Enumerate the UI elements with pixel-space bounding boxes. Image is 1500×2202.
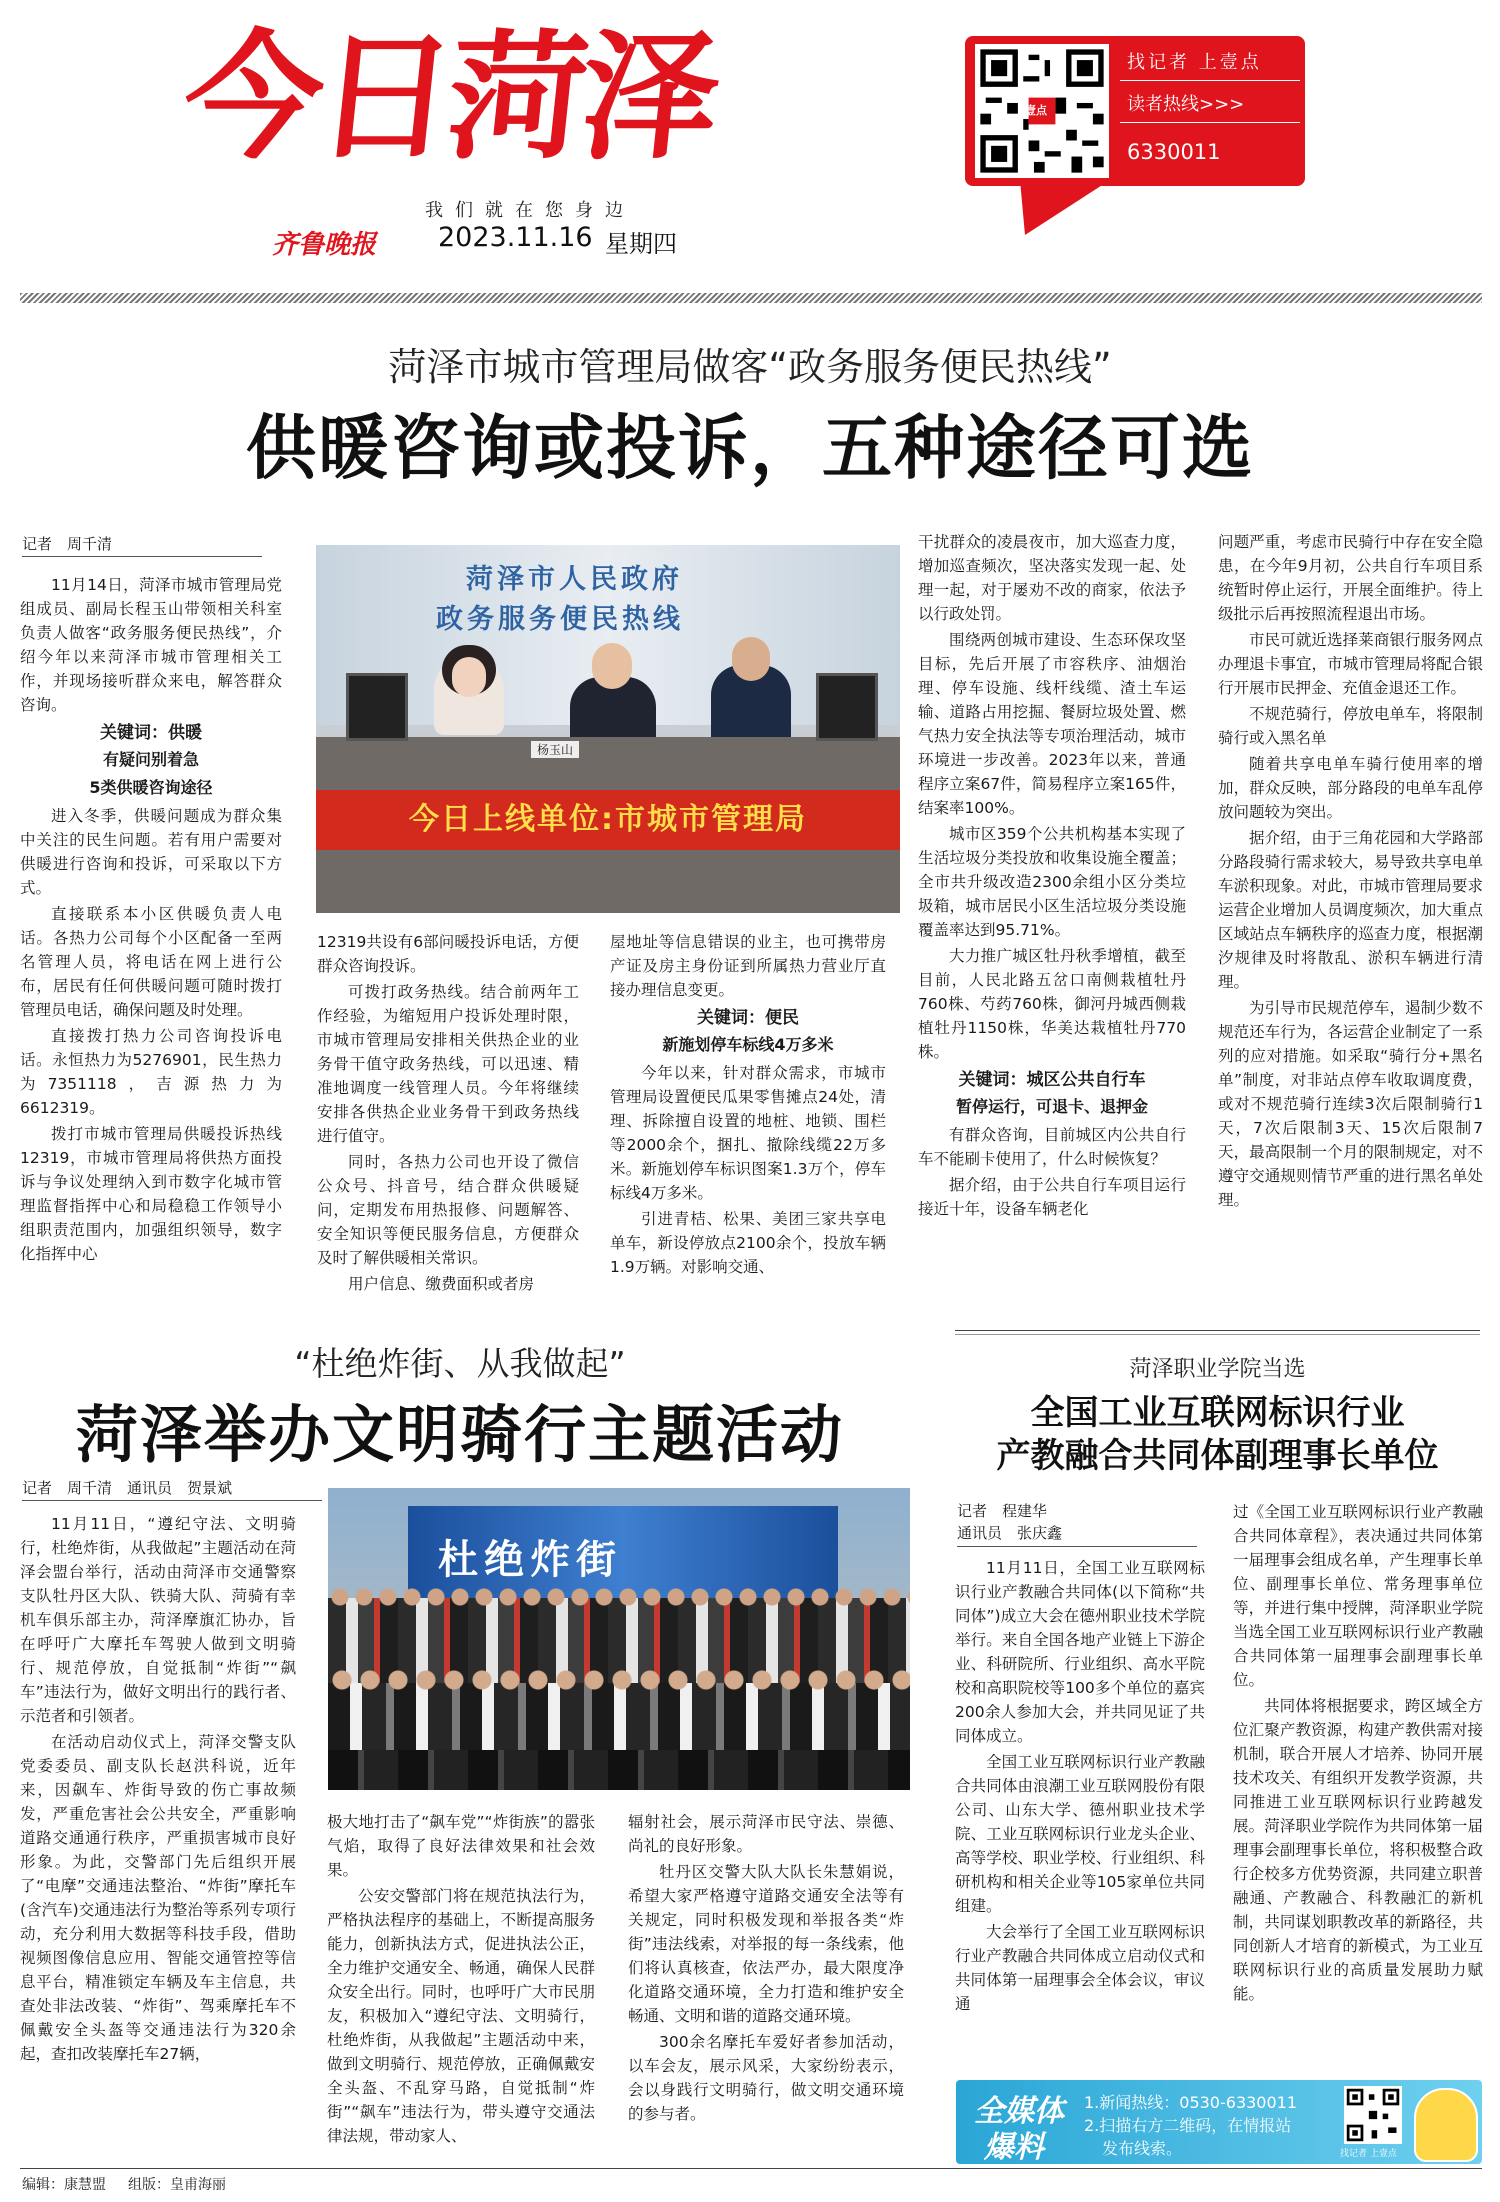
qr-code bbox=[975, 44, 1109, 178]
paragraph: 围绕两创城市建设、生态环保攻坚目标，先后开展了市容秩序、油烟治理、停车设施、线杆线缆、渣土车运输、道路占用挖掘、餐厨垃圾处置、燃气热力安全执法等专项治理活动，城市环境进一步改善。2023年以来，普通程序立案67件，简易程序立案165件，结案率100%。 bbox=[918, 631, 1186, 817]
promo-pointer bbox=[1020, 180, 1110, 240]
ad-qr-code bbox=[1344, 2086, 1402, 2144]
article3-byline-1: 记者 程建华 bbox=[957, 1502, 1048, 1520]
cycling-event-photo bbox=[328, 1488, 910, 1790]
footer-rule bbox=[20, 2168, 1482, 2169]
paragraph: 大会举行了全国工业互联网标识行业产教融合共同体成立启动仪式和共同体第一届理事会全体会议，审议通 bbox=[955, 1923, 1205, 2013]
paragraph: 在活动启动仪式上，菏泽交警支队党委委员、副支队长赵洪科说，近年来，因飙车、炸街导致的伤亡事故频发，严重危害社会公共安全，严重影响道路交通通行秩序，严重损害城市良好形象。为此，交警部门先后组织开展了“电摩”交通违法整治、“炸街”摩托车(含汽车)交通违法行为整治等系列专项行动，充分利用大数据等科技手段，借助视频图像信息应用、智能交通管控等信息平台，精准锁定车辆及车主信息，共查处非法改装、“炸街”、驾乘摩托车不佩戴安全头盔等交通违法行为320余起，查扣改装摩托车27辆， bbox=[20, 1733, 296, 2063]
paragraph: 城市区359个公共机构基本实现了生活垃圾分类投放和收集设施全覆盖；全市共升级改造2300余组小区分类垃圾箱，城市居民小区生活垃圾分类设施覆盖率达到95.71%。 bbox=[918, 825, 1186, 939]
paragraph: 300余名摩托车爱好者参加活动，以车会友，展示风采，大家纷纷表示，会以身践行文明骑行，做文明交通环境的参与者。 bbox=[628, 2033, 904, 2123]
paragraph: 今年以来，针对群众需求，市城市管理局设置便民瓜果零售摊点24处，清理、拆除擅自设置的地桩、地锁、围栏等2000余个，捆扎、撤除线缆22万多米。新施划停车标识图案1.3万个，停车标线4万多米。 bbox=[610, 1064, 886, 1202]
paragraph: 拨打市城市管理局供暖投诉热线12319，市城市管理局将供热方面投诉与争议处理纳入到市数字化城市管理监督指挥中心和局稳稳工作领导小组职责范围内，加强组织领导，数字化指挥中心 bbox=[20, 1125, 282, 1263]
issue-weekday: 星期四 bbox=[605, 230, 677, 258]
paragraph: 据介绍，由于公共自行车项目运行接近十年，设备车辆老化 bbox=[918, 1176, 1186, 1218]
crowd-heads bbox=[328, 1584, 910, 1610]
article2-col2 bbox=[327, 1810, 595, 2145]
person-left-face bbox=[452, 657, 486, 697]
byline-underline bbox=[957, 1546, 1197, 1547]
ad-title-1: 全媒体 bbox=[974, 2094, 1064, 2129]
footer-editor: 编辑：康慧盟 bbox=[22, 2177, 106, 2193]
issue-date: 2023.11.16 bbox=[438, 222, 593, 253]
keyword-subheading: 暂停运行，可退卡、退押金 bbox=[955, 1097, 1148, 1116]
paragraph: 不规范骑行，停放电单车，将限制骑行或入黑名单 bbox=[1218, 705, 1483, 747]
news-tip-ad[interactable] bbox=[956, 2080, 1482, 2164]
keyword-heading: 关键词：城区公共自行车 bbox=[958, 1070, 1146, 1090]
section-divider bbox=[955, 1334, 1480, 1335]
paragraph: 市民可就近选择莱商银行服务网点办理退卡事宜，市城市管理局将配合银行开展市民押金、充值金退还工作。 bbox=[1218, 631, 1483, 697]
keyword-subheading: 5类供暖咨询途径 bbox=[89, 778, 213, 797]
article2-byline: 记者 周千清 通讯员 贺景斌 bbox=[22, 1479, 233, 1497]
ad-title-2: 爆料 bbox=[984, 2130, 1044, 2165]
ad-qr-caption: 找记者 上壹点 bbox=[1340, 2149, 1397, 2159]
person-right-face bbox=[732, 637, 770, 681]
article2-col1 bbox=[20, 1512, 296, 2114]
paragraph: 共同体将根据要求，跨区域全方位汇聚产教资源，构建产教供需对接机制，联合开展人才培养、协同开展技术攻关、有组织开发教学资源，共同推进工业互联网标识行业跨越发展。菏泽职业学院作为共同体第一届理事会副理事长单位，将积极整合政行企校多方优势资源，共同建立职普融通、产教融合、科教融汇的新机制，共同谋划职教改革的新路径，共同创新人才培育的新模式，为工业互联网标识行业的高质量发展助力赋能。 bbox=[1233, 1697, 1483, 2003]
promo-divider bbox=[1120, 80, 1300, 81]
article1-headline: 供暖咨询或投诉，五种途径可选 bbox=[246, 406, 1254, 489]
promo-line1: 找记者 上壹点 bbox=[1127, 52, 1262, 73]
paragraph: 随着共享电单车骑行使用率的增加，群众反映，部分路段的电单车乱停放问题较为突出。 bbox=[1218, 755, 1483, 821]
paragraph: 可拨打政务热线。结合前两年工作经验，为缩短用户投诉处理时限，市城市管理局安排相关供热企业的业务骨干值守政务热线，可以迅速、精准地调度一线管理人员。今年将继续安排各供热企业业务骨干到政务热线进行值守。 bbox=[317, 983, 579, 1145]
nameplate: 杨玉山 bbox=[531, 741, 579, 758]
backdrop-line1: 菏泽市人民政府 bbox=[466, 564, 683, 595]
keyword-subheading: 有疑问别着急 bbox=[102, 750, 199, 769]
paragraph: 公安交警部门将在规范执法行为，严格执法程序的基础上，不断提高服务能力，创新执法方式，促进执法公正，全力维护交通安全、畅通，确保人民群众安全出行。同时，也呼吁广大市民朋友，积极加入“遵纪守法、文明骑行，杜绝炸街，从我做起”主题活动中来，做到文明骑行、规范停放，正确佩戴安全头盔、不乱穿马路，自觉抵制“炸街”“飙车”违法行为，带头遵守交通法律法规，带动家人、 bbox=[327, 1887, 595, 2145]
ad-line1: 1.新闻热线：0530-6330011 bbox=[1084, 2093, 1298, 2112]
backdrop-line2: 政务服务便民热线 bbox=[436, 604, 684, 635]
section-divider bbox=[955, 1330, 1480, 1331]
paragraph: 问题严重，考虑市民骑行中存在安全隐患，在今年9月初，公共自行车项目系统暂时停止运行，开展全面维护。待上级批示后再按照流程退出市场。 bbox=[1218, 533, 1483, 623]
paragraph: 12319共设有6部问暖投诉电话，方便群众咨询投诉。 bbox=[317, 933, 579, 975]
promo-phone: 6330011 bbox=[1127, 140, 1221, 164]
byline-underline bbox=[22, 1500, 322, 1501]
paragraph: 同时，各热力公司也开设了微信公众号、抖音号，结合群众供暖疑问，定期发布用热报修、问题解答、安全知识等便民服务信息，方便群众及时了解供暖相关常识。 bbox=[317, 1153, 579, 1267]
masthead-slogan: 我们就在您身边 bbox=[425, 200, 635, 221]
paragraph: 据介绍，由于三角花园和大学路部分路段骑行需求较大，易导致共享电单车淤积现象。对此，市城市管理局要求运营企业增加人员调度频次，加大重点区域站点车辆秩序的巡查力度，根据潮汐规律及时将散乱、淤积车辆进行清理。 bbox=[1218, 829, 1483, 991]
live-unit-banner: 今日上线单位:市城市管理局 bbox=[316, 790, 900, 850]
paragraph: 用户信息、缴费面积或者房 bbox=[348, 1275, 535, 1293]
paragraph: 11月14日，菏泽市城市管理局党组成员、副局长程玉山带领相关科室负责人做客“政务服务便民热线”，介绍今年以来菏泽市城市管理相关工作，并现场接听群众来电，解答群众咨询。 bbox=[20, 576, 282, 714]
keyword-heading: 关键词：便民 bbox=[697, 1008, 799, 1028]
ad-mascot-icon bbox=[1414, 2088, 1478, 2162]
paragraph: 干扰群众的凌晨夜市，加大巡查力度，增加巡查频次，坚决落实发现一起、处理一起，对于屡劝不改的商家，依法予以行政处罚。 bbox=[918, 533, 1186, 623]
article1-col3 bbox=[610, 930, 886, 1282]
ad-line3: 发布线索。 bbox=[1102, 2139, 1183, 2158]
paragraph: 大力推广城区牡丹秋季增植，截至目前，人民北路五岔口南侧栽植牡丹760株、芍药760株，御河丹城西侧栽植牡丹1150株，华美达栽植牡丹770株。 bbox=[918, 947, 1186, 1061]
paragraph: 辐射社会，展示菏泽市民守法、崇德、尚礼的良好形象。 bbox=[628, 1813, 904, 1855]
paragraph: 11月11日，全国工业互联网标识行业产教融合共同体(以下简称“共同体”)成立大会在德州职业技术学院举行。来自全国各地产业链上下游企业、科研院所、行业组织、高水平院校和高职院校等100多个单位的嘉宾200余人参加大会，并共同见证了共同体成立。 bbox=[955, 1559, 1205, 1745]
article2-kicker: “杜绝炸街、从我做起” bbox=[294, 1344, 626, 1383]
masthead-rule bbox=[20, 293, 1482, 303]
paragraph: 有群众咨询，目前城区内公共自行车不能刷卡使用了，什么时候恢复？ bbox=[918, 1126, 1186, 1168]
paragraph: 引进青桔、松果、美团三家共享电单车，新设停放点2100余个，投放车辆1.9万辆。对影响交通、 bbox=[610, 1210, 886, 1276]
studio-monitor bbox=[816, 673, 878, 741]
paragraph: 全国工业互联网标识行业产教融合共同体由浪潮工业互联网股份有限公司、山东大学、德州职业技术学院、工业互联网标识行业龙头企业、高等学校、职业学校、行业组织、科研机构和相关企业等105家单位共同组建。 bbox=[955, 1753, 1205, 1915]
ad-line2: 2.扫描右方二维码，在情报站 bbox=[1084, 2116, 1292, 2135]
paragraph: 过《全国工业互联网标识行业产教融合共同体章程》，表决通过共同体第一届理事会组成名单，产生理事长单位、副理事长单位、常务理事单位等，并进行集中授牌，菏泽职业学院当选全国工业互联网标识行业产教融合共同体第一届理事会副理事长单位。 bbox=[1233, 1503, 1483, 1689]
paragraph: 进入冬季，供暖问题成为群众集中关注的民生问题。若有用户需要对供暖进行咨询和投诉，可采取以下方式。 bbox=[20, 807, 282, 897]
article3-col2 bbox=[1233, 1500, 1483, 2076]
studio-monitor bbox=[346, 673, 408, 741]
paragraph: 直接联系本小区供暖负责人电话。各热力公司每个小区配备一至两名管理人员，将电话在网上进行公布，居民有任何供暖问题可随时拨打管理员电话，确保问题及时处理。 bbox=[20, 905, 282, 1019]
article1-byline: 记者 周千清 bbox=[22, 535, 113, 553]
person-center-face bbox=[592, 643, 632, 689]
hotline-studio-photo bbox=[316, 545, 900, 913]
paper-name: 齐鲁晚报 bbox=[272, 230, 377, 260]
article1-col1 bbox=[20, 573, 282, 1281]
article3-kicker: 菏泽职业学院当选 bbox=[1129, 1357, 1306, 1382]
motorcycle-row bbox=[328, 1750, 910, 1790]
article1-kicker: 菏泽市城市管理局做客“政务服务便民热线” bbox=[388, 345, 1112, 389]
article1-col4 bbox=[918, 530, 1186, 1282]
event-banner-text: 杜绝炸街 bbox=[438, 1536, 622, 1583]
article3-headline-line1: 全国工业互联网标识行业 bbox=[1030, 1393, 1405, 1433]
article2-col3 bbox=[628, 1810, 904, 2123]
article1-col5 bbox=[1218, 530, 1483, 1282]
paragraph: 11月11日，“遵纪守法、文明骑行，杜绝炸街，从我做起”主题活动在菏泽会盟台举行，活动由菏泽市交通警察支队牡丹区大队、铁骑大队、菏骑有幸机车俱乐部主办，菏泽摩旗汇协办，旨在呼吁广大摩托车驾驶人做到文明骑行、规范停放，自觉抵制“炸街”“飙车”违法行为，做好文明出行的践行者、示范者和引领者。 bbox=[20, 1515, 296, 1725]
article2-headline: 菏泽举办文明骑行主题活动 bbox=[75, 1398, 844, 1471]
paragraph: 牡丹区交警大队大队长朱慧娟说，希望大家严格遵守道路交通安全法等有关规定，同时积极发现和举报各类“炸街”违法线索，对举报的每一条线索，他们将认真核查，依法严办，最大限度净化道路交通环境，全力打造和维护安全畅通、文明和谐的道路交通环境。 bbox=[628, 1863, 904, 2025]
promo-divider bbox=[1120, 122, 1300, 123]
keyword-heading: 关键词：供暖 bbox=[100, 723, 202, 743]
article3-col1 bbox=[955, 1556, 1205, 2076]
qr-brand-label: 壹点 bbox=[1025, 104, 1047, 117]
promo-line2: 读者热线>>> bbox=[1127, 94, 1245, 115]
paragraph: 屋地址等信息错误的业主，也可携带房产证及房主身份证到所属热力营业厅直接办理信息变更。 bbox=[610, 933, 886, 999]
keyword-subheading: 新施划停车标线4万多米 bbox=[662, 1035, 834, 1054]
article1-col2 bbox=[317, 930, 579, 1293]
article3-byline-2: 通讯员 张庆鑫 bbox=[957, 1524, 1063, 1542]
article3-headline-line2: 产教融合共同体副理事长单位 bbox=[996, 1436, 1439, 1476]
masthead-logo: 今日菏泽 bbox=[176, 15, 722, 178]
footer-layout: 组版：皇甫海丽 bbox=[128, 2177, 226, 2193]
crowd-heads-front bbox=[328, 1666, 910, 1694]
paragraph: 为引导市民规范停车，遏制少数不规范还车行为，各运营企业制定了一系列的应对措施。如采取“骑行分+黑名单”制度，对非站点停车收取调度费，或对不规范骑行连续3次后限制骑行1天，7次后限制3天、15次后限制7天，最高限制一个月的限制规定，对不遵守交通规则情节严重的进行黑名单处理。 bbox=[1218, 999, 1483, 1209]
byline-underline bbox=[22, 556, 262, 557]
paragraph: 直接拨打热力公司咨询投诉电话。永恒热力为5276901，民生热力为7351118，吉源热力为6612319。 bbox=[20, 1027, 282, 1117]
qr-code-icon bbox=[1344, 2086, 1402, 2144]
paragraph: 极大地打击了“飙车党”“炸街族”的嚣张气焰，取得了良好法律效果和社会效果。 bbox=[327, 1813, 595, 1879]
